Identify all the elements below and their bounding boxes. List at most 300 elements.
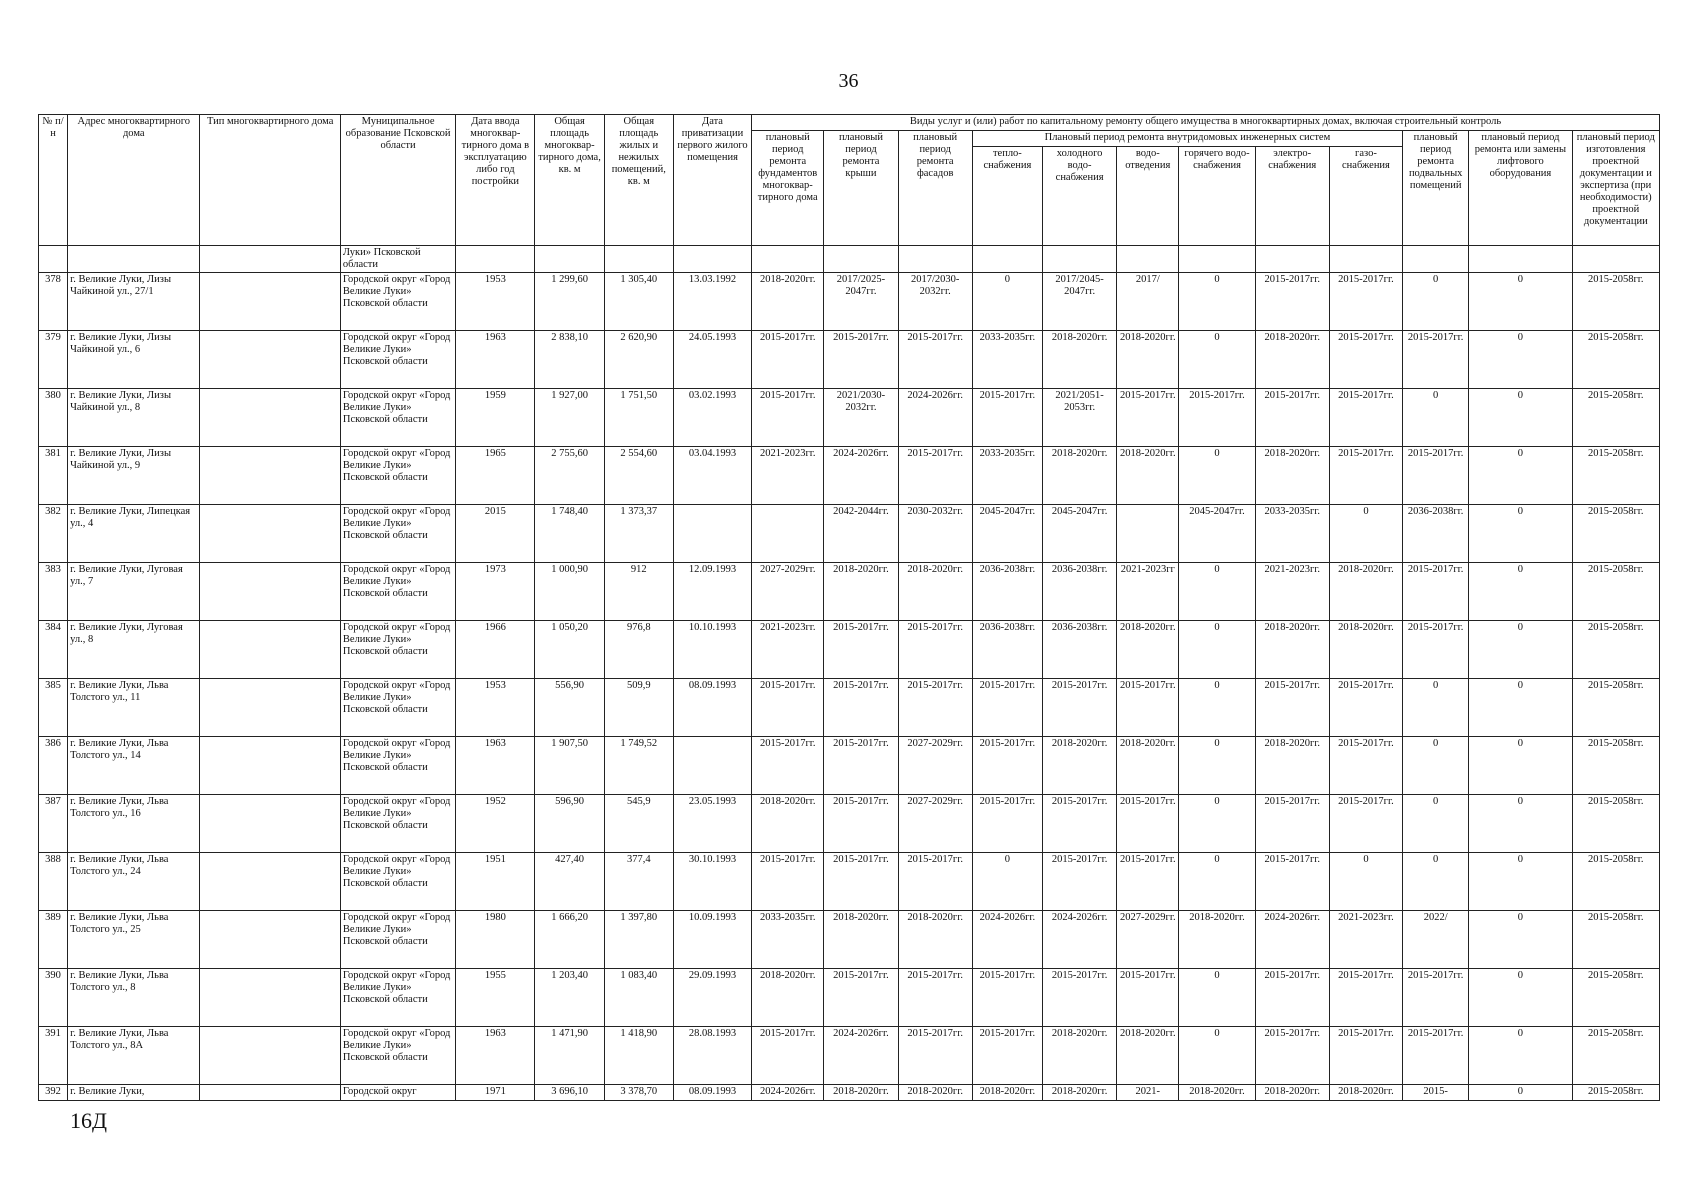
table-row bbox=[39, 505, 1660, 563]
cell-drainage: 2021- bbox=[1117, 1085, 1179, 1101]
header-basement: плановый период ремонта подвальных помещений bbox=[1403, 131, 1469, 246]
cell-design: 2015-2058гг. bbox=[1572, 853, 1659, 911]
cell-cold-water: 2018-2020гг. bbox=[1042, 737, 1116, 795]
cell-privatization: 24.05.1993 bbox=[673, 331, 751, 389]
cell-design: 2015-2058гг. bbox=[1572, 969, 1659, 1027]
cell-privatization: 08.09.1993 bbox=[673, 1085, 751, 1101]
cell-basement: 0 bbox=[1403, 273, 1469, 331]
cell-hot-water: 0 bbox=[1179, 679, 1255, 737]
cell-type bbox=[200, 505, 340, 563]
cell-facade: 2017/2030-2032гг. bbox=[898, 273, 972, 331]
cell-num: 383 bbox=[39, 563, 68, 621]
cell-roof: 2015-2017гг. bbox=[824, 969, 898, 1027]
cell-roof: 2015-2017гг. bbox=[824, 737, 898, 795]
cell-address: г. Великие Луки, Лизы Чайкиной ул., 6 bbox=[68, 331, 200, 389]
table-row bbox=[39, 1027, 1660, 1085]
cell-elevator: 0 bbox=[1469, 621, 1572, 679]
table-row bbox=[39, 911, 1660, 969]
cell-facade: 2015-2017гг. bbox=[898, 853, 972, 911]
cell-facade: 2015-2017гг. bbox=[898, 969, 972, 1027]
cell-year: 1953 bbox=[456, 273, 535, 331]
cell-design: 2015-2058гг. bbox=[1572, 911, 1659, 969]
cell-num: 386 bbox=[39, 737, 68, 795]
cell-basement: 0 bbox=[1403, 679, 1469, 737]
cell-living-area: 1 083,40 bbox=[604, 969, 673, 1027]
cell-basement: 2015-2017гг. bbox=[1403, 447, 1469, 505]
header-cold-water: холодного водо-снабжения bbox=[1042, 147, 1116, 246]
cell-heat: 2015-2017гг. bbox=[972, 737, 1042, 795]
cell-roof: 2015-2017гг. bbox=[824, 331, 898, 389]
cell-hot-water: 0 bbox=[1179, 853, 1255, 911]
header-row bbox=[39, 115, 1660, 131]
cell-total-area: 1 927,00 bbox=[535, 389, 604, 447]
cell-facade: 2018-2020гг. bbox=[898, 1085, 972, 1101]
cell-address: г. Великие Луки, Льва Толстого ул., 8А bbox=[68, 1027, 200, 1085]
cell-year: 1965 bbox=[456, 447, 535, 505]
cell-roof: 2015-2017гг. bbox=[824, 679, 898, 737]
cell-privatization: 12.09.1993 bbox=[673, 563, 751, 621]
cell-cold-water: 2045-2047гг. bbox=[1042, 505, 1116, 563]
cell-address: г. Великие Луки, Льва Толстого ул., 24 bbox=[68, 853, 200, 911]
cell-num: 381 bbox=[39, 447, 68, 505]
cell-roof: 2024-2026гг. bbox=[824, 1027, 898, 1085]
cell-foundation: 2015-2017гг. bbox=[752, 331, 824, 389]
table-row bbox=[39, 389, 1660, 447]
cell-drainage: 2015-2017гг. bbox=[1117, 795, 1179, 853]
cell-drainage: 2017/ bbox=[1117, 273, 1179, 331]
cell-drainage: 2018-2020гг. bbox=[1117, 331, 1179, 389]
cell-cold-water: 2018-2020гг. bbox=[1042, 1085, 1116, 1101]
cell-elevator: 0 bbox=[1469, 853, 1572, 911]
table-row bbox=[39, 969, 1660, 1027]
cell-municipality: Городской округ «Город Великие Луки» Псковской области bbox=[340, 621, 455, 679]
cell-num: 378 bbox=[39, 273, 68, 331]
cell-living-area: 912 bbox=[604, 563, 673, 621]
cell-municipality: Городской округ «Город Великие Луки» Псковской области bbox=[340, 563, 455, 621]
cell-design: 2015-2058гг. bbox=[1572, 1085, 1659, 1101]
cell-electric: 2015-2017гг. bbox=[1255, 389, 1329, 447]
cell-roof: 2042-2044гг. bbox=[824, 505, 898, 563]
cell-type bbox=[200, 679, 340, 737]
cell-gas: 2015-2017гг. bbox=[1329, 1027, 1402, 1085]
cell-num: 384 bbox=[39, 621, 68, 679]
table-row bbox=[39, 447, 1660, 505]
cell-design: 2015-2058гг. bbox=[1572, 621, 1659, 679]
cell-num: 392 bbox=[39, 1085, 68, 1101]
cell-municipality: Луки» Псковской области bbox=[340, 246, 455, 273]
cell-foundation: 2015-2017гг. bbox=[752, 737, 824, 795]
cell-privatization: 10.09.1993 bbox=[673, 911, 751, 969]
cell-hot-water: 0 bbox=[1179, 621, 1255, 679]
cell-heat: 2036-2038гг. bbox=[972, 563, 1042, 621]
cell-num: 385 bbox=[39, 679, 68, 737]
cell-total-area: 1 471,90 bbox=[535, 1027, 604, 1085]
cell-basement: 2015-2017гг. bbox=[1403, 621, 1469, 679]
cell-total-area: 1 748,40 bbox=[535, 505, 604, 563]
cell-electric: 2018-2020гг. bbox=[1255, 1085, 1329, 1101]
header-drainage: водо-отведения bbox=[1117, 147, 1179, 246]
cell-living-area: 1 749,52 bbox=[604, 737, 673, 795]
cell-living-area: 509,9 bbox=[604, 679, 673, 737]
header-works-group: Виды услуг и (или) работ по капитальному ремонту общего имущества в многоквартирных домах, включая строительный контроль bbox=[752, 115, 1660, 131]
table-row bbox=[39, 331, 1660, 389]
table-row bbox=[39, 273, 1660, 331]
cell-year: 2015 bbox=[456, 505, 535, 563]
cell-municipality: Городской округ «Город Великие Луки» Псковской области bbox=[340, 795, 455, 853]
cell-roof: 2018-2020гг. bbox=[824, 1085, 898, 1101]
table-row bbox=[39, 795, 1660, 853]
cell-drainage: 2015-2017гг. bbox=[1117, 969, 1179, 1027]
cell-privatization: 30.10.1993 bbox=[673, 853, 751, 911]
cell-privatization: 13.03.1992 bbox=[673, 273, 751, 331]
cell-design: 2015-2058гг. bbox=[1572, 505, 1659, 563]
cell-year: 1971 bbox=[456, 1085, 535, 1101]
cell-foundation: 2033-2035гг. bbox=[752, 911, 824, 969]
cell-gas: 2015-2017гг. bbox=[1329, 331, 1402, 389]
header-engineering-group: Плановый период ремонта внутридомовых инженерных систем bbox=[972, 131, 1402, 147]
cell-total-area: 556,90 bbox=[535, 679, 604, 737]
header-heat: тепло-снабжения bbox=[972, 147, 1042, 246]
cell-gas: 2015-2017гг. bbox=[1329, 273, 1402, 331]
cell-municipality: Городской округ «Город Великие Луки» Псковской области bbox=[340, 737, 455, 795]
cell-address: г. Великие Луки, Луговая ул., 7 bbox=[68, 563, 200, 621]
cell-living-area: 1 751,50 bbox=[604, 389, 673, 447]
cell-foundation: 2015-2017гг. bbox=[752, 389, 824, 447]
cell-electric: 2018-2020гг. bbox=[1255, 737, 1329, 795]
cell-cold-water: 2015-2017гг. bbox=[1042, 853, 1116, 911]
header-roof: плановый период ремонта крыши bbox=[824, 131, 898, 246]
cell-cold-water: 2018-2020гг. bbox=[1042, 331, 1116, 389]
cell-facade: 2015-2017гг. bbox=[898, 447, 972, 505]
cell-year: 1951 bbox=[456, 853, 535, 911]
cell-electric: 2015-2017гг. bbox=[1255, 795, 1329, 853]
cell-address: г. Великие Луки, Липецкая ул., 4 bbox=[68, 505, 200, 563]
cell-electric: 2015-2017гг. bbox=[1255, 853, 1329, 911]
cell-design: 2015-2058гг. bbox=[1572, 447, 1659, 505]
cell-facade: 2018-2020гг. bbox=[898, 911, 972, 969]
cell-privatization: 28.08.1993 bbox=[673, 1027, 751, 1085]
cell-num: 387 bbox=[39, 795, 68, 853]
cell-electric: 2033-2035гг. bbox=[1255, 505, 1329, 563]
cell-year: 1973 bbox=[456, 563, 535, 621]
cell-gas: 2018-2020гг. bbox=[1329, 621, 1402, 679]
cell-hot-water: 0 bbox=[1179, 563, 1255, 621]
cell-hot-water: 0 bbox=[1179, 1027, 1255, 1085]
cell-total-area: 1 203,40 bbox=[535, 969, 604, 1027]
cell-type bbox=[200, 447, 340, 505]
header-type: Тип многоквартирного дома bbox=[200, 115, 340, 246]
cell-basement: 0 bbox=[1403, 795, 1469, 853]
cell-municipality: Городской округ «Город Великие Луки» Псковской области bbox=[340, 505, 455, 563]
cell-facade: 2015-2017гг. bbox=[898, 679, 972, 737]
cell-municipality: Городской округ «Город Великие Луки» Псковской области bbox=[340, 447, 455, 505]
cell-heat: 2015-2017гг. bbox=[972, 389, 1042, 447]
cell-electric: 2015-2017гг. bbox=[1255, 273, 1329, 331]
cell-electric: 2015-2017гг. bbox=[1255, 1027, 1329, 1085]
cell-total-area: 1 299,60 bbox=[535, 273, 604, 331]
cell-roof: 2015-2017гг. bbox=[824, 795, 898, 853]
cell-cold-water: 2018-2020гг. bbox=[1042, 447, 1116, 505]
cell-cold-water: 2024-2026гг. bbox=[1042, 911, 1116, 969]
cell-gas: 2015-2017гг. bbox=[1329, 447, 1402, 505]
cell-elevator: 0 bbox=[1469, 505, 1572, 563]
cell-municipality: Городской округ «Город Великие Луки» Псковской области bbox=[340, 273, 455, 331]
cell-basement: 0 bbox=[1403, 737, 1469, 795]
cell-hot-water: 0 bbox=[1179, 737, 1255, 795]
cell-address: г. Великие Луки, Лизы Чайкиной ул., 9 bbox=[68, 447, 200, 505]
cell-hot-water: 0 bbox=[1179, 331, 1255, 389]
cell-year: 1955 bbox=[456, 969, 535, 1027]
table-row bbox=[39, 563, 1660, 621]
cell-hot-water: 2015-2017гг. bbox=[1179, 389, 1255, 447]
cell-basement: 2015-2017гг. bbox=[1403, 969, 1469, 1027]
cell-municipality: Городской округ «Город Великие Луки» Псковской области bbox=[340, 679, 455, 737]
cell-facade: 2027-2029гг. bbox=[898, 737, 972, 795]
cell-design: 2015-2058гг. bbox=[1572, 389, 1659, 447]
cell-heat: 2036-2038гг. bbox=[972, 621, 1042, 679]
cell-heat: 2015-2017гг. bbox=[972, 795, 1042, 853]
header-municipality: Муниципальное образование Псковской области bbox=[340, 115, 455, 246]
cell-num: 390 bbox=[39, 969, 68, 1027]
cell-privatization bbox=[673, 737, 751, 795]
cell-privatization: 03.02.1993 bbox=[673, 389, 751, 447]
cell-hot-water: 0 bbox=[1179, 795, 1255, 853]
cell-gas: 2015-2017гг. bbox=[1329, 737, 1402, 795]
cell-basement: 2015-2017гг. bbox=[1403, 1027, 1469, 1085]
cell-living-area: 1 397,80 bbox=[604, 911, 673, 969]
cell-address: г. Великие Луки, Лизы Чайкиной ул., 27/1 bbox=[68, 273, 200, 331]
cell-basement: 0 bbox=[1403, 389, 1469, 447]
cell-basement: 2036-2038гг. bbox=[1403, 505, 1469, 563]
cell-total-area: 1 000,90 bbox=[535, 563, 604, 621]
cell-address: г. Великие Луки, Льва Толстого ул., 8 bbox=[68, 969, 200, 1027]
header-elevator: плановый период ремонта или замены лифтового оборудования bbox=[1469, 131, 1572, 246]
cell-gas: 2015-2017гг. bbox=[1329, 969, 1402, 1027]
table-row bbox=[39, 853, 1660, 911]
table-row bbox=[39, 1085, 1660, 1101]
cell-drainage: 2021-2023гг bbox=[1117, 563, 1179, 621]
cell-type bbox=[200, 1085, 340, 1101]
cell-address: г. Великие Луки, Льва Толстого ул., 16 bbox=[68, 795, 200, 853]
cell-gas: 0 bbox=[1329, 505, 1402, 563]
cell-basement: 2015-2017гг. bbox=[1403, 331, 1469, 389]
cell-hot-water: 2045-2047гг. bbox=[1179, 505, 1255, 563]
cell-num: 388 bbox=[39, 853, 68, 911]
cell-municipality: Городской округ «Город Великие Луки» Псковской области bbox=[340, 331, 455, 389]
cell-foundation: 2021-2023гг. bbox=[752, 621, 824, 679]
cell-gas: 2018-2020гг. bbox=[1329, 563, 1402, 621]
cell-drainage: 2018-2020гг. bbox=[1117, 621, 1179, 679]
cell-facade: 2018-2020гг. bbox=[898, 563, 972, 621]
page-number: 36 bbox=[838, 70, 859, 92]
cell-living-area: 3 378,70 bbox=[604, 1085, 673, 1101]
cell-elevator: 0 bbox=[1469, 969, 1572, 1027]
cell-heat: 0 bbox=[972, 853, 1042, 911]
header-foundation: плановый период ремонта фундаментов многоквар-тирного дома bbox=[752, 131, 824, 246]
cell-municipality: Городской округ «Город Великие Луки» Псковской области bbox=[340, 389, 455, 447]
cell-electric: 2015-2017гг. bbox=[1255, 969, 1329, 1027]
cell-design: 2015-2058гг. bbox=[1572, 737, 1659, 795]
cell-year: 1966 bbox=[456, 621, 535, 679]
cell-total-area: 2 755,60 bbox=[535, 447, 604, 505]
cell-privatization: 10.10.1993 bbox=[673, 621, 751, 679]
cell-roof: 2018-2020гг. bbox=[824, 563, 898, 621]
cell-basement: 2015- bbox=[1403, 1085, 1469, 1101]
cell-elevator: 0 bbox=[1469, 331, 1572, 389]
cell-foundation: 2024-2026гг. bbox=[752, 1085, 824, 1101]
cell-heat: 2033-2035гг. bbox=[972, 331, 1042, 389]
cell-total-area: 1 666,20 bbox=[535, 911, 604, 969]
cell-elevator: 0 bbox=[1469, 1085, 1572, 1101]
cell-hot-water: 0 bbox=[1179, 273, 1255, 331]
cell-num: 382 bbox=[39, 505, 68, 563]
cell-year: 1953 bbox=[456, 679, 535, 737]
cell-electric: 2018-2020гг. bbox=[1255, 331, 1329, 389]
cell-cold-water: 2021/2051-2053гг. bbox=[1042, 389, 1116, 447]
cell-electric: 2018-2020гг. bbox=[1255, 447, 1329, 505]
cell-heat: 2024-2026гг. bbox=[972, 911, 1042, 969]
cell-heat: 2033-2035гг. bbox=[972, 447, 1042, 505]
cell-drainage: 2027-2029гг. bbox=[1117, 911, 1179, 969]
cell-roof: 2015-2017гг. bbox=[824, 621, 898, 679]
cell-living-area: 1 305,40 bbox=[604, 273, 673, 331]
cell-elevator: 0 bbox=[1469, 273, 1572, 331]
cell-year: 1963 bbox=[456, 737, 535, 795]
cell-elevator: 0 bbox=[1469, 911, 1572, 969]
cell-type bbox=[200, 969, 340, 1027]
cell-design: 2015-2058гг. bbox=[1572, 795, 1659, 853]
cell-cold-water: 2015-2017гг. bbox=[1042, 679, 1116, 737]
cell-gas: 2021-2023гг. bbox=[1329, 911, 1402, 969]
cell-cold-water: 2036-2038гг. bbox=[1042, 563, 1116, 621]
cell-address: г. Великие Луки, Льва Толстого ул., 25 bbox=[68, 911, 200, 969]
cell-heat: 0 bbox=[972, 273, 1042, 331]
cell-privatization: 23.05.1993 bbox=[673, 795, 751, 853]
cell-roof: 2018-2020гг. bbox=[824, 911, 898, 969]
header-facade: плановый период ремонта фасадов bbox=[898, 131, 972, 246]
cell-total-area: 1 907,50 bbox=[535, 737, 604, 795]
cell-roof: 2015-2017гг. bbox=[824, 853, 898, 911]
cell-foundation: 2021-2023гг. bbox=[752, 447, 824, 505]
cell-address: г. Великие Луки, Льва Толстого ул., 14 bbox=[68, 737, 200, 795]
cell-drainage bbox=[1117, 505, 1179, 563]
cell-municipality: Городской округ «Город Великие Луки» Псковской области bbox=[340, 1027, 455, 1085]
cell-roof: 2017/2025-2047гг. bbox=[824, 273, 898, 331]
cell-total-area: 2 838,10 bbox=[535, 331, 604, 389]
cell-heat: 2015-2017гг. bbox=[972, 969, 1042, 1027]
cell-address: г. Великие Луки, Лизы Чайкиной ул., 8 bbox=[68, 389, 200, 447]
cell-total-area: 596,90 bbox=[535, 795, 604, 853]
cell-design: 2015-2058гг. bbox=[1572, 273, 1659, 331]
cell-foundation: 2015-2017гг. bbox=[752, 1027, 824, 1085]
table-row bbox=[39, 621, 1660, 679]
cell-elevator: 0 bbox=[1469, 563, 1572, 621]
cell-address: г. Великие Луки, bbox=[68, 1085, 200, 1101]
cell-type bbox=[200, 389, 340, 447]
cell-address: г. Великие Луки, Льва Толстого ул., 11 bbox=[68, 679, 200, 737]
cell-num: 389 bbox=[39, 911, 68, 969]
cell-living-area: 545,9 bbox=[604, 795, 673, 853]
cell-design: 2015-2058гг. bbox=[1572, 679, 1659, 737]
cell-design: 2015-2058гг. bbox=[1572, 563, 1659, 621]
cell-privatization: 29.09.1993 bbox=[673, 969, 751, 1027]
cell-basement: 0 bbox=[1403, 853, 1469, 911]
header-num: № п/н bbox=[39, 115, 68, 246]
cell-facade: 2015-2017гг. bbox=[898, 1027, 972, 1085]
cell-drainage: 2018-2020гг. bbox=[1117, 447, 1179, 505]
cell-elevator: 0 bbox=[1469, 737, 1572, 795]
cell-facade: 2030-2032гг. bbox=[898, 505, 972, 563]
cell-heat: 2045-2047гг. bbox=[972, 505, 1042, 563]
cell-year: 1963 bbox=[456, 331, 535, 389]
cell-electric: 2018-2020гг. bbox=[1255, 621, 1329, 679]
cell-cold-water: 2017/2045-2047гг. bbox=[1042, 273, 1116, 331]
cell-foundation: 2018-2020гг. bbox=[752, 969, 824, 1027]
cell-cold-water: 2015-2017гг. bbox=[1042, 795, 1116, 853]
cell-elevator: 0 bbox=[1469, 795, 1572, 853]
continuation-row bbox=[39, 246, 1660, 273]
cell-foundation: 2015-2017гг. bbox=[752, 679, 824, 737]
cell-foundation: 2018-2020гг. bbox=[752, 795, 824, 853]
cell-municipality: Городской округ «Город Великие Луки» Псковской области bbox=[340, 969, 455, 1027]
footer-code: 16Д bbox=[70, 1108, 108, 1133]
cell-facade: 2027-2029гг. bbox=[898, 795, 972, 853]
cell-year: 1959 bbox=[456, 389, 535, 447]
cell-electric: 2021-2023гг. bbox=[1255, 563, 1329, 621]
cell-type bbox=[200, 853, 340, 911]
cell-type bbox=[200, 273, 340, 331]
cell-basement: 2015-2017гг. bbox=[1403, 563, 1469, 621]
cell-municipality: Городской округ bbox=[340, 1085, 455, 1101]
header-total-area: Общая площадь многоквар-тирного дома, кв. м bbox=[535, 115, 604, 246]
cell-drainage: 2018-2020гг. bbox=[1117, 1027, 1179, 1085]
cell-type bbox=[200, 737, 340, 795]
header-address: Адрес многоквартирного дома bbox=[68, 115, 200, 246]
cell-municipality: Городской округ «Город Великие Луки» Псковской области bbox=[340, 911, 455, 969]
cell-municipality: Городской округ «Город Великие Луки» Псковской области bbox=[340, 853, 455, 911]
cell-privatization bbox=[673, 505, 751, 563]
cell-drainage: 2015-2017гг. bbox=[1117, 679, 1179, 737]
cell-living-area: 1 418,90 bbox=[604, 1027, 673, 1085]
cell-electric: 2015-2017гг. bbox=[1255, 679, 1329, 737]
cell-year: 1952 bbox=[456, 795, 535, 853]
cell-address: г. Великие Луки, Луговая ул., 8 bbox=[68, 621, 200, 679]
cell-drainage: 2018-2020гг. bbox=[1117, 737, 1179, 795]
header-hot-water: горячего водо-снабжения bbox=[1179, 147, 1255, 246]
cell-living-area: 2 554,60 bbox=[604, 447, 673, 505]
cell-cold-water: 2018-2020гг. bbox=[1042, 1027, 1116, 1085]
cell-design: 2015-2058гг. bbox=[1572, 331, 1659, 389]
cell-total-area: 427,40 bbox=[535, 853, 604, 911]
cell-type bbox=[200, 911, 340, 969]
cell-elevator: 0 bbox=[1469, 679, 1572, 737]
cell-roof: 2024-2026гг. bbox=[824, 447, 898, 505]
cell-hot-water: 0 bbox=[1179, 447, 1255, 505]
cell-heat: 2015-2017гг. bbox=[972, 1027, 1042, 1085]
header-electric: электро-снабжения bbox=[1255, 147, 1329, 246]
cell-facade: 2015-2017гг. bbox=[898, 621, 972, 679]
cell-living-area: 976,8 bbox=[604, 621, 673, 679]
cell-gas: 2015-2017гг. bbox=[1329, 795, 1402, 853]
cell-privatization: 03.04.1993 bbox=[673, 447, 751, 505]
cell-drainage: 2015-2017гг. bbox=[1117, 853, 1179, 911]
cell-drainage: 2015-2017гг. bbox=[1117, 389, 1179, 447]
table-row bbox=[39, 679, 1660, 737]
cell-cold-water: 2036-2038гг. bbox=[1042, 621, 1116, 679]
cell-cold-water: 2015-2017гг. bbox=[1042, 969, 1116, 1027]
cell-type bbox=[200, 1027, 340, 1085]
cell-elevator: 0 bbox=[1469, 1027, 1572, 1085]
